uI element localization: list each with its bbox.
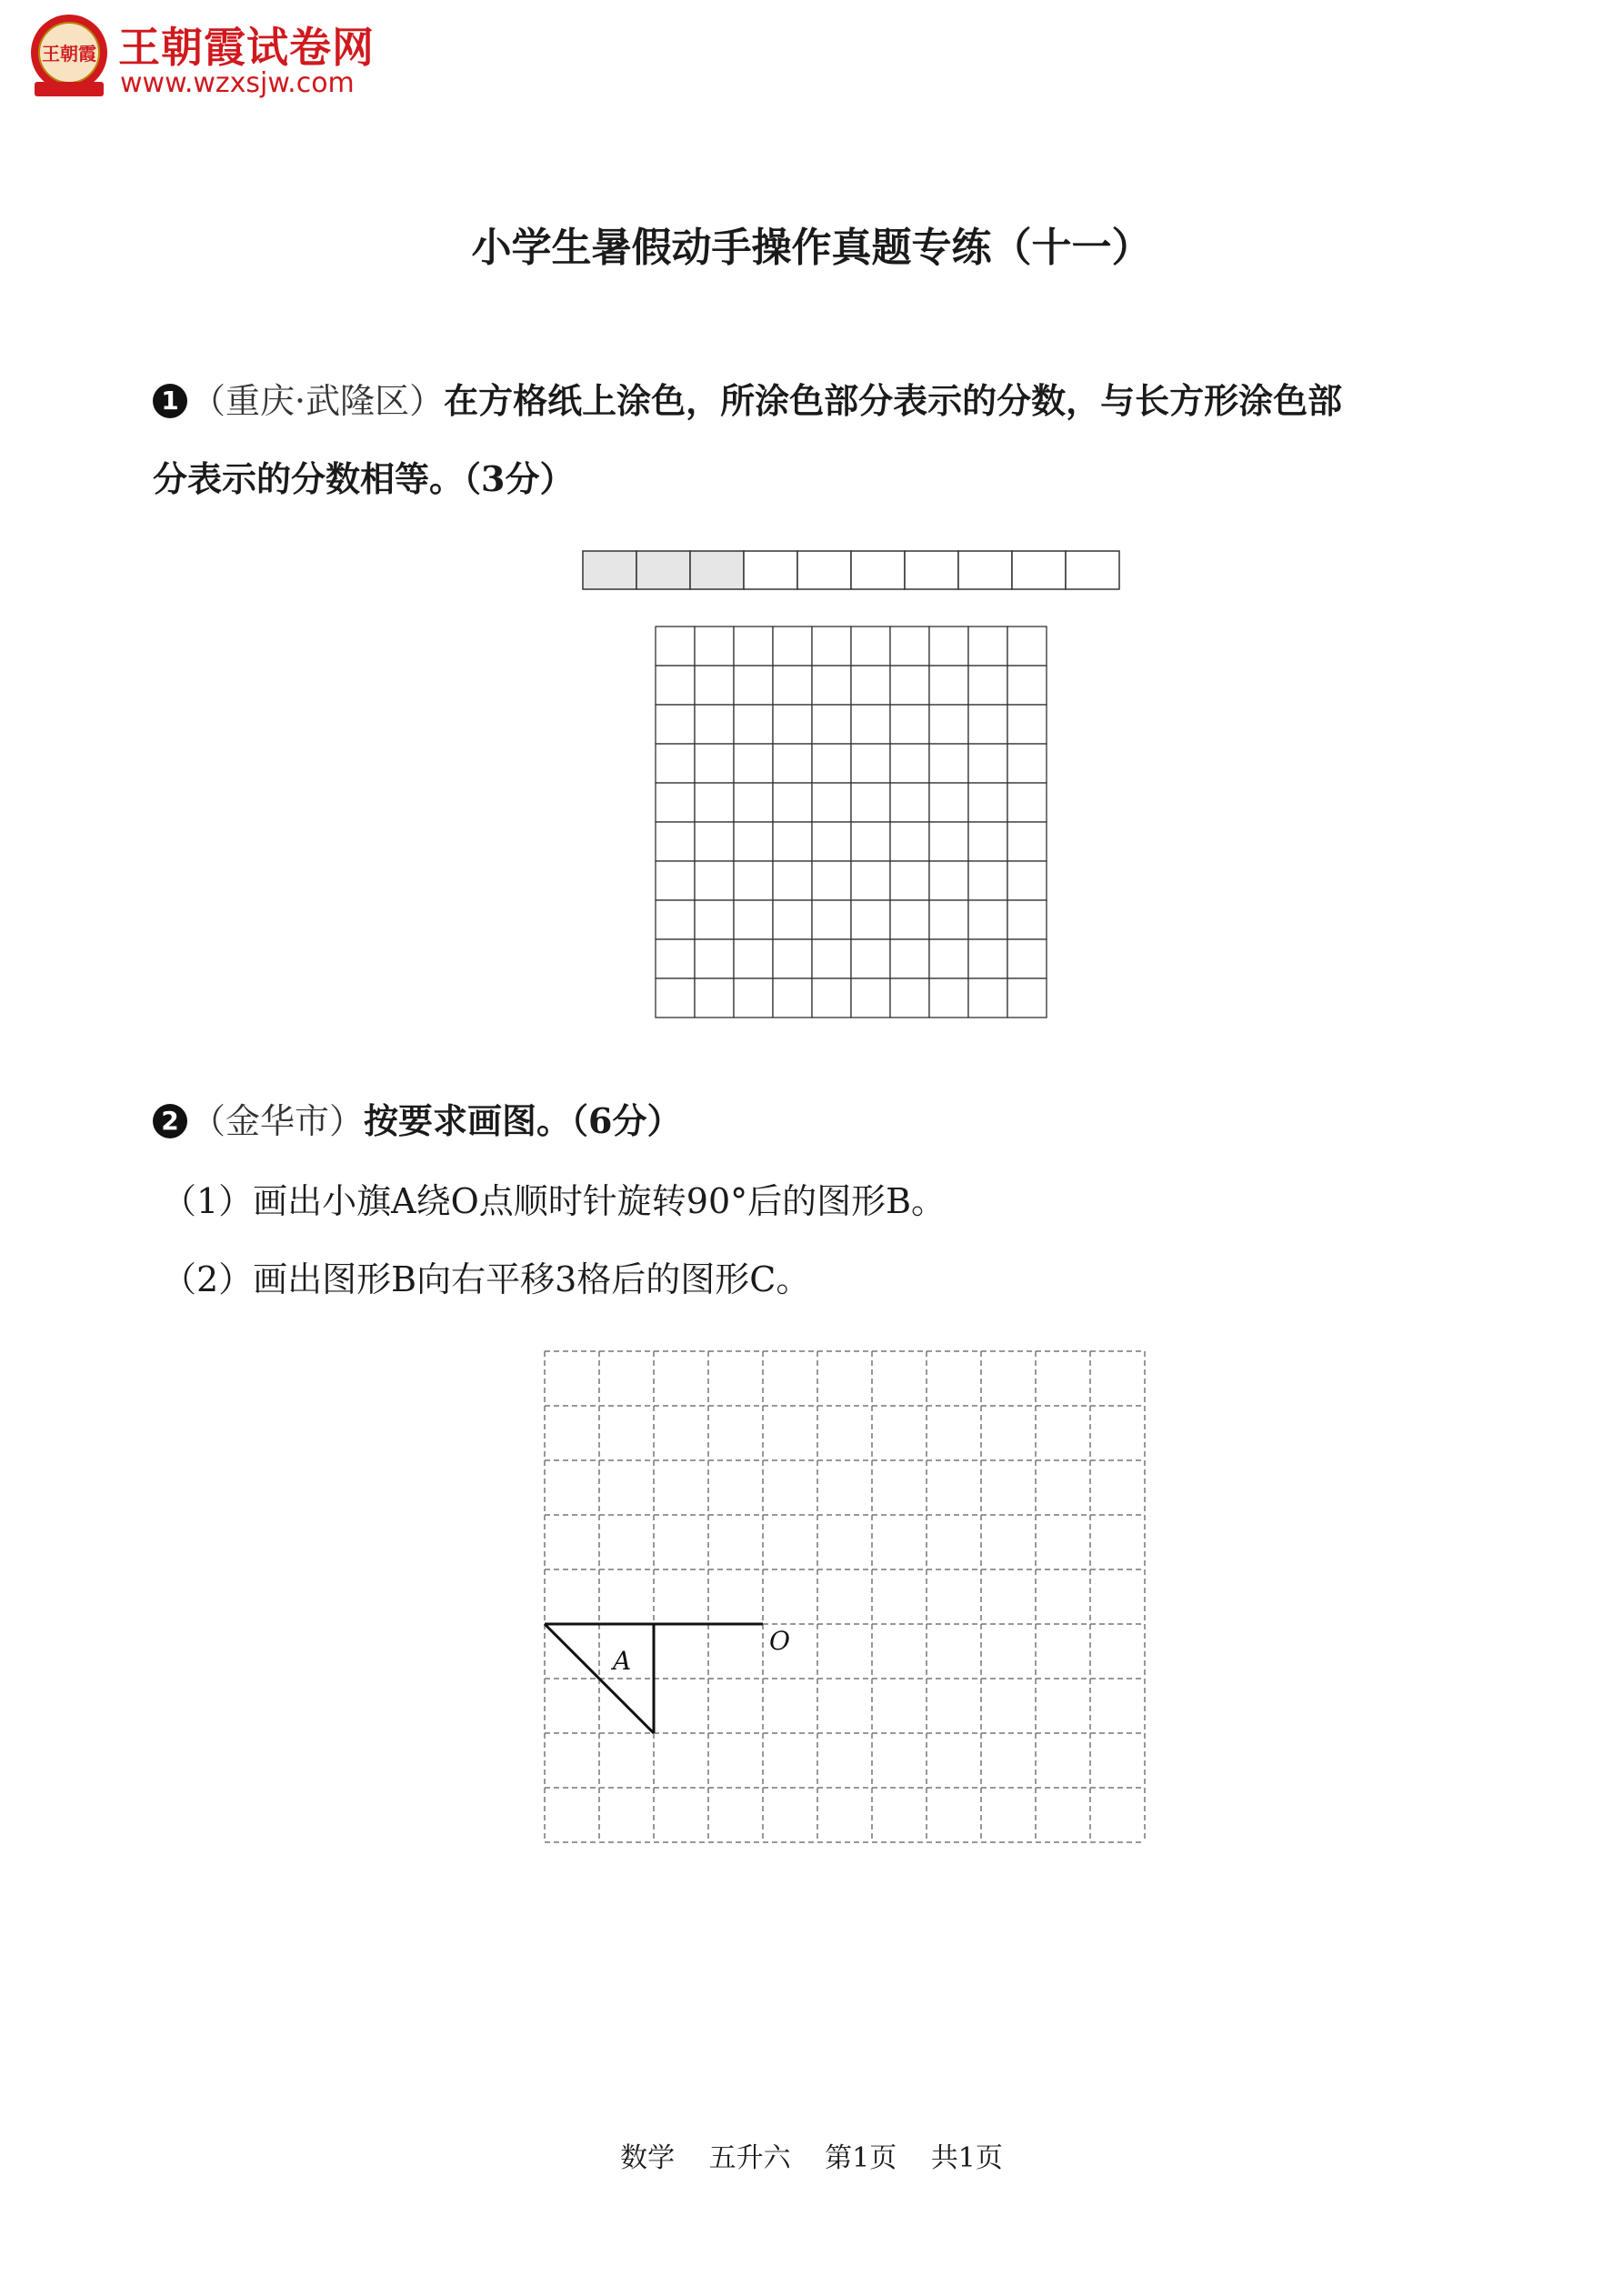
q2-number-badge: 2 <box>153 1104 187 1138</box>
grid-cell[interactable] <box>695 978 734 1018</box>
strip-cell <box>1066 551 1119 589</box>
grid-cell[interactable] <box>734 783 773 822</box>
label-o: O <box>769 1626 790 1656</box>
grid-cell[interactable] <box>1007 822 1047 861</box>
q2-sub1: （1）画出小旗A绕O点顺时针旋转90°后的图形B。 <box>162 1181 947 1221</box>
grid-cell[interactable] <box>734 861 773 900</box>
grid-cell[interactable] <box>890 744 929 783</box>
grid-cell[interactable] <box>851 744 890 783</box>
grid-cell[interactable] <box>656 744 695 783</box>
grid-cell[interactable] <box>812 939 851 978</box>
grid-cell[interactable] <box>890 627 929 666</box>
grid-cell[interactable] <box>734 939 773 978</box>
grid-cell[interactable] <box>1007 978 1047 1018</box>
grid-cell[interactable] <box>773 822 812 861</box>
grid-cell[interactable] <box>812 666 851 705</box>
grid-cell[interactable] <box>1007 900 1047 939</box>
grid-cell[interactable] <box>929 666 968 705</box>
strip-cell <box>744 551 797 589</box>
grid-cell[interactable] <box>929 939 968 978</box>
grid-cell[interactable] <box>812 822 851 861</box>
grid-cell[interactable] <box>1007 939 1047 978</box>
grid-cell[interactable] <box>851 666 890 705</box>
q2-text: 按要求画图。（6分） <box>364 1100 682 1141</box>
grid-cell[interactable] <box>851 783 890 822</box>
grid-cell[interactable] <box>695 744 734 783</box>
grid-cell[interactable] <box>968 783 1007 822</box>
grid-cell[interactable] <box>890 939 929 978</box>
grid-cell[interactable] <box>695 783 734 822</box>
strip-cell <box>1012 551 1066 589</box>
grid-cell[interactable] <box>929 900 968 939</box>
footer-grade: 五升六 <box>708 2142 791 2174</box>
grid-cell[interactable] <box>812 900 851 939</box>
grid-cell[interactable] <box>929 822 968 861</box>
label-a: A <box>613 1646 632 1676</box>
grid-cell[interactable] <box>1007 783 1047 822</box>
q1-fraction-strip <box>582 550 1123 590</box>
grid-cell[interactable] <box>929 744 968 783</box>
grid-cell[interactable] <box>890 705 929 744</box>
grid-cell[interactable] <box>890 822 929 861</box>
grid-cell[interactable] <box>851 978 890 1018</box>
grid-cell[interactable] <box>929 861 968 900</box>
grid-cell[interactable] <box>929 783 968 822</box>
q1-text-line1: 在方格纸上涂色，所涂色部分表示的分数，与长方形涂色部 <box>444 380 1343 421</box>
grid-cell[interactable] <box>773 939 812 978</box>
grid-cell[interactable] <box>968 744 1007 783</box>
q1-source: （重庆·武隆区） <box>191 381 445 421</box>
grid-cell[interactable] <box>656 705 695 744</box>
grid-cell[interactable] <box>812 744 851 783</box>
grid-cell[interactable] <box>968 705 1007 744</box>
footer-page: 第1页 <box>825 2142 897 2174</box>
grid-cell[interactable] <box>773 627 812 666</box>
grid-cell[interactable] <box>1007 861 1047 900</box>
grid-cell[interactable] <box>968 627 1007 666</box>
grid-cell[interactable] <box>734 627 773 666</box>
grid-cell[interactable] <box>695 627 734 666</box>
strip-cell <box>797 551 851 589</box>
logo-name: 王朝霞试卷网 <box>118 23 375 72</box>
grid-cell[interactable] <box>968 822 1007 861</box>
strip-cell <box>851 551 905 589</box>
grid-cell[interactable] <box>929 978 968 1018</box>
grid-cell[interactable] <box>734 666 773 705</box>
grid-cell[interactable] <box>734 705 773 744</box>
grid-cell[interactable] <box>773 900 812 939</box>
grid-cell[interactable] <box>734 978 773 1018</box>
grid-cell[interactable] <box>1007 744 1047 783</box>
grid-cell[interactable] <box>851 939 890 978</box>
grid-cell[interactable] <box>734 744 773 783</box>
strip-cell-shaded <box>690 551 744 589</box>
grid-cell[interactable] <box>851 705 890 744</box>
grid-cell[interactable] <box>890 666 929 705</box>
grid-cell[interactable] <box>812 861 851 900</box>
grid-cell[interactable] <box>851 822 890 861</box>
grid-cell[interactable] <box>968 900 1007 939</box>
grid-cell[interactable] <box>773 861 812 900</box>
grid-cell[interactable] <box>1007 705 1047 744</box>
grid-cell[interactable] <box>968 666 1007 705</box>
q1-line2: 分表示的分数相等。（3分） <box>153 458 575 499</box>
grid-cell[interactable] <box>968 861 1007 900</box>
grid-cell[interactable] <box>656 627 695 666</box>
grid-cell[interactable] <box>734 900 773 939</box>
grid-cell[interactable] <box>929 627 968 666</box>
strip-cell <box>905 551 958 589</box>
grid-cell[interactable] <box>695 705 734 744</box>
grid-cell[interactable] <box>812 783 851 822</box>
q2-line <box>153 1093 681 1143</box>
grid-cell[interactable] <box>1007 627 1047 666</box>
grid-cell[interactable] <box>656 861 695 900</box>
grid-cell[interactable] <box>812 705 851 744</box>
grid-cell[interactable] <box>695 900 734 939</box>
grid-cell[interactable] <box>929 705 968 744</box>
strip-cell-shaded <box>583 551 636 589</box>
grid-cell[interactable] <box>773 978 812 1018</box>
grid-cell[interactable] <box>695 861 734 900</box>
grid-cell[interactable] <box>656 939 695 978</box>
grid-cell[interactable] <box>656 900 695 939</box>
grid-cell[interactable] <box>773 705 812 744</box>
grid-cell[interactable] <box>851 900 890 939</box>
grid-cell[interactable] <box>851 861 890 900</box>
logo-url[interactable]: www.wzxsjw.com <box>120 67 355 99</box>
grid-cell[interactable] <box>890 978 929 1018</box>
grid-cell[interactable] <box>890 900 929 939</box>
grid-cell[interactable] <box>968 939 1007 978</box>
grid-cell[interactable] <box>773 783 812 822</box>
grid-cell[interactable] <box>812 978 851 1018</box>
grid-cell[interactable] <box>656 822 695 861</box>
strip-cell <box>958 551 1012 589</box>
q2-source: （金华市） <box>191 1101 365 1141</box>
grid-cell[interactable] <box>851 627 890 666</box>
page-title: 小学生暑假动手操作真题专练（十一） <box>471 225 1152 271</box>
page-footer <box>0 2135 1623 2175</box>
grid-cell[interactable] <box>773 744 812 783</box>
grid-cell[interactable] <box>734 822 773 861</box>
grid-cell[interactable] <box>656 978 695 1018</box>
grid-cell[interactable] <box>968 978 1007 1018</box>
q2-dashed-grid[interactable] <box>542 1349 1151 1850</box>
grid-cell[interactable] <box>1007 666 1047 705</box>
grid-cell[interactable] <box>890 783 929 822</box>
q1-number-badge: 1 <box>153 384 187 418</box>
grid-cell[interactable] <box>656 783 695 822</box>
q1-square-grid[interactable] <box>655 626 1047 1018</box>
grid-cell[interactable] <box>812 627 851 666</box>
grid-cell[interactable] <box>695 939 734 978</box>
grid-cell[interactable] <box>773 666 812 705</box>
grid-cell[interactable] <box>695 666 734 705</box>
footer-subject: 数学 <box>620 2142 676 2174</box>
logo-badge-text: 王朝霞 <box>42 43 96 65</box>
grid-cell[interactable] <box>890 861 929 900</box>
grid-cell[interactable] <box>656 666 695 705</box>
logo-badge-icon <box>27 11 111 102</box>
footer-total: 共1页 <box>930 2142 1003 2174</box>
strip-cell-shaded <box>636 551 690 589</box>
site-logo <box>27 11 409 102</box>
q2-sub2: （2）画出图形B向右平移3格后的图形C。 <box>162 1259 811 1299</box>
grid-cell[interactable] <box>695 822 734 861</box>
q1-line1 <box>153 373 1342 423</box>
